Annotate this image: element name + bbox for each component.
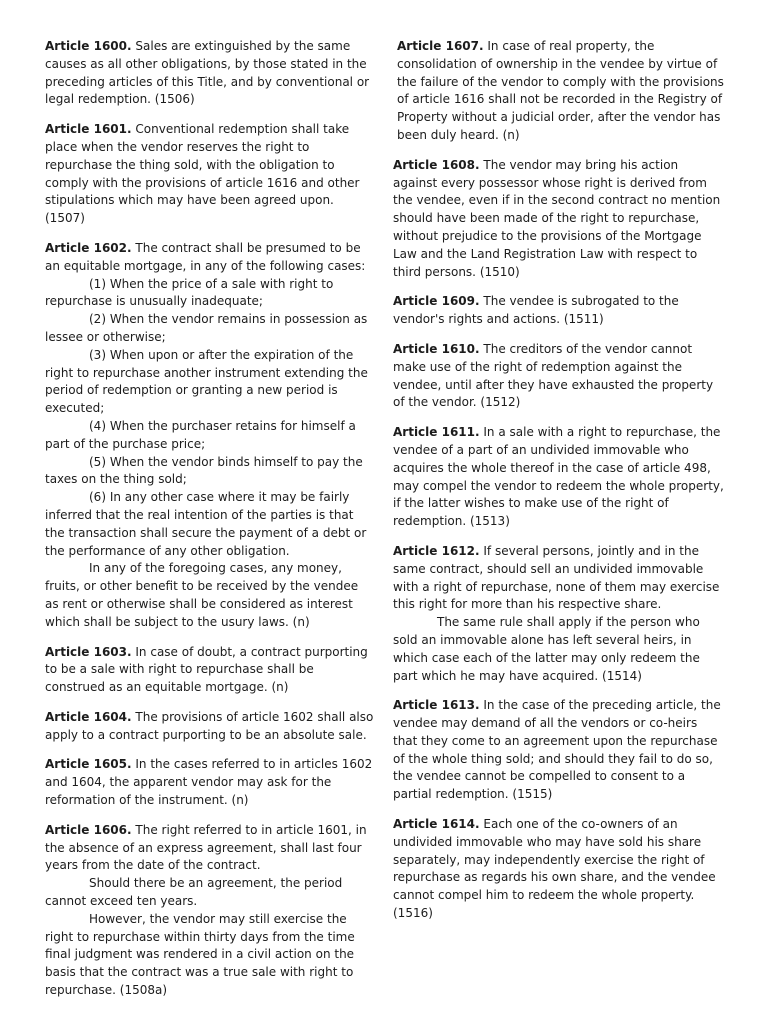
article-label: Article 1602. — [45, 240, 132, 255]
article-label: Article 1611. — [393, 425, 480, 440]
article-clause: However, the vendor may still exercise the right to repurchase within thirty days from the time final judgment was rendered in a civil action on the basis that the contract was a true sale with right to repurchase. (1508a) — [45, 911, 355, 998]
right-column — [393, 38, 725, 935]
article-paragraph — [45, 121, 375, 228]
article-paragraph — [45, 822, 375, 875]
article-label: Article 1604. — [45, 709, 132, 724]
article-text: Each one of the co-owners of an undivided immovable who may have sold his share separately, may independently exercise the right of repurchase as regards his own share, and the vendee cannot compel him to redeem the whole property. (1516) — [393, 817, 716, 921]
article-text: Conventional redemption shall take place when the vendor reserves the right to repurchase the thing sold, with the obligation to comply with the provisions of article 1616 and other stipulations which may have been agreed upon. (1507) — [45, 122, 360, 226]
article-text: In a sale with a right to repurchase, the vendee of a part of an undivided immovable who acquires the whole thereof in the case of article 498, may compel the vendor to redeem the whole property, if the latter wishes to make use of the right of redemption. (1513) — [393, 425, 724, 529]
article-text: The vendor may bring his action against every possessor whose right is derived from the vendee, even if in the second contract no mention should have been made of the right to repurchase, without prejudice to the provisions of the Mortgage Law and the Land Registration Law with respect to third persons. (1510) — [393, 157, 721, 279]
article-paragraph — [45, 38, 375, 109]
article-text: The right referred to in article 1601, in the absence of an express agreement, shall last four years from the date of the contract. — [45, 822, 367, 873]
article-clause: (3) When upon or after the expiration of the right to repurchase another instrument extending the period of redemption or granting a new period is executed; — [45, 347, 368, 416]
article-text: Sales are extinguished by the same causes as all other obligations, by those stated in the preceding articles of this Title, and by conventional or legal redemption. (1506) — [45, 39, 370, 107]
article-label: Article 1609. — [393, 294, 480, 309]
article-1612 — [393, 543, 725, 685]
article-clause: Should there be an agreement, the period cannot exceed ten years. — [45, 876, 343, 909]
article-paragraph — [393, 424, 725, 531]
article-text: The creditors of the vendor cannot make use of the right of redemption against the vendee, until after they have exhausted the property of the vendor. (1512) — [393, 341, 714, 410]
article-clause: (2) When the vendor remains in possession as lessee or otherwise; — [45, 312, 368, 344]
article-1601 — [45, 121, 375, 228]
article-label: Article 1613. — [393, 698, 480, 713]
article-paragraph — [45, 756, 375, 809]
article-1611 — [393, 424, 725, 531]
article-text: If several persons, jointly and in the same contract, should sell an undivided immovable with a right of repurchase, none of them may exercise this right for more than his respective share. — [393, 543, 720, 612]
article-1607 — [393, 38, 725, 145]
article-clause: (1) When the price of a sale with right to repurchase is unusually inadequate; — [45, 276, 334, 309]
article-label: Article 1601. — [45, 122, 132, 137]
article-paragraph — [393, 697, 725, 804]
article-clause: The same rule shall apply if the person who sold an immovable alone has left several heirs, in which case each of the latter may only redeem the part which he may have acquired. (1514) — [393, 615, 700, 683]
article-text: The contract shall be presumed to be an equitable mortgage, in any of the following cases: — [45, 240, 366, 273]
article-1610 — [393, 341, 725, 412]
article-1614 — [393, 816, 725, 923]
article-1606 — [45, 822, 375, 1000]
article-paragraph — [397, 38, 725, 145]
article-clause: (4) When the purchaser retains for himself a part of the purchase price; — [45, 418, 356, 451]
article-label: Article 1603. — [45, 644, 132, 659]
article-label: Article 1607. — [397, 39, 484, 53]
article-paragraph — [393, 543, 725, 614]
article-paragraph — [45, 709, 375, 745]
article-paragraph — [393, 341, 725, 412]
article-paragraph — [45, 644, 375, 697]
article-clause: (5) When the vendor binds himself to pay the taxes on the thing sold; — [45, 454, 363, 487]
article-1602 — [45, 240, 375, 632]
article-text: The provisions of article 1602 shall also apply to a contract purporting to be an absolute sale. — [45, 709, 374, 742]
article-paragraph — [393, 816, 725, 923]
article-paragraph — [393, 157, 725, 282]
article-1605 — [45, 756, 375, 809]
article-label: Article 1600. — [45, 39, 132, 53]
article-label: Article 1608. — [393, 157, 480, 172]
article-1600 — [45, 38, 375, 109]
article-1604 — [45, 709, 375, 745]
article-label: Article 1612. — [393, 543, 480, 558]
left-column — [45, 38, 375, 1012]
article-paragraph — [393, 293, 725, 329]
article-paragraph — [45, 240, 375, 276]
article-label: Article 1610. — [393, 341, 480, 356]
article-1608 — [393, 157, 725, 282]
article-text: In the case of the preceding article, the vendee may demand of all the vendors or co-heirs that they come to an agreement upon the repurchase of the whole thing sold; and should they fail to do so, the vendee cannot be compelled to consent to a partial redemption. (1515) — [393, 698, 721, 802]
article-1613 — [393, 697, 725, 804]
article-1603 — [45, 644, 375, 697]
article-text: In case of doubt, a contract purporting to be a sale with right to repurchase shall be construed as an equitable mortgage. (n) — [45, 644, 368, 695]
article-label: Article 1606. — [45, 822, 132, 837]
article-text: In case of real property, the consolidation of ownership in the vendee by virtue of the failure of the vendor to comply with the provisions of article 1616 shall not be recorded in the Registry of Property without a judicial order, after the vendor has been duly heard. (n) — [397, 39, 724, 142]
article-clause: (6) In any other case where it may be fairly inferred that the real intention of the parties is that the transaction shall secure the payment of a debt or the performance of any other obligation. — [45, 490, 367, 558]
article-text: The vendee is subrogated to the vendor's rights and actions. (1511) — [393, 294, 679, 327]
article-label: Article 1614. — [393, 817, 480, 832]
article-clause: In any of the foregoing cases, any money, fruits, or other benefit to be received by the vendee as rent or otherwise shall be considered as interest which shall be subject to the usury laws. (n) — [45, 561, 359, 629]
article-1609 — [393, 293, 725, 329]
article-label: Article 1605. — [45, 757, 132, 772]
article-text: In the cases referred to in articles 1602 and 1604, the apparent vendor may ask for the reformation of the instrument. (n) — [45, 757, 373, 808]
